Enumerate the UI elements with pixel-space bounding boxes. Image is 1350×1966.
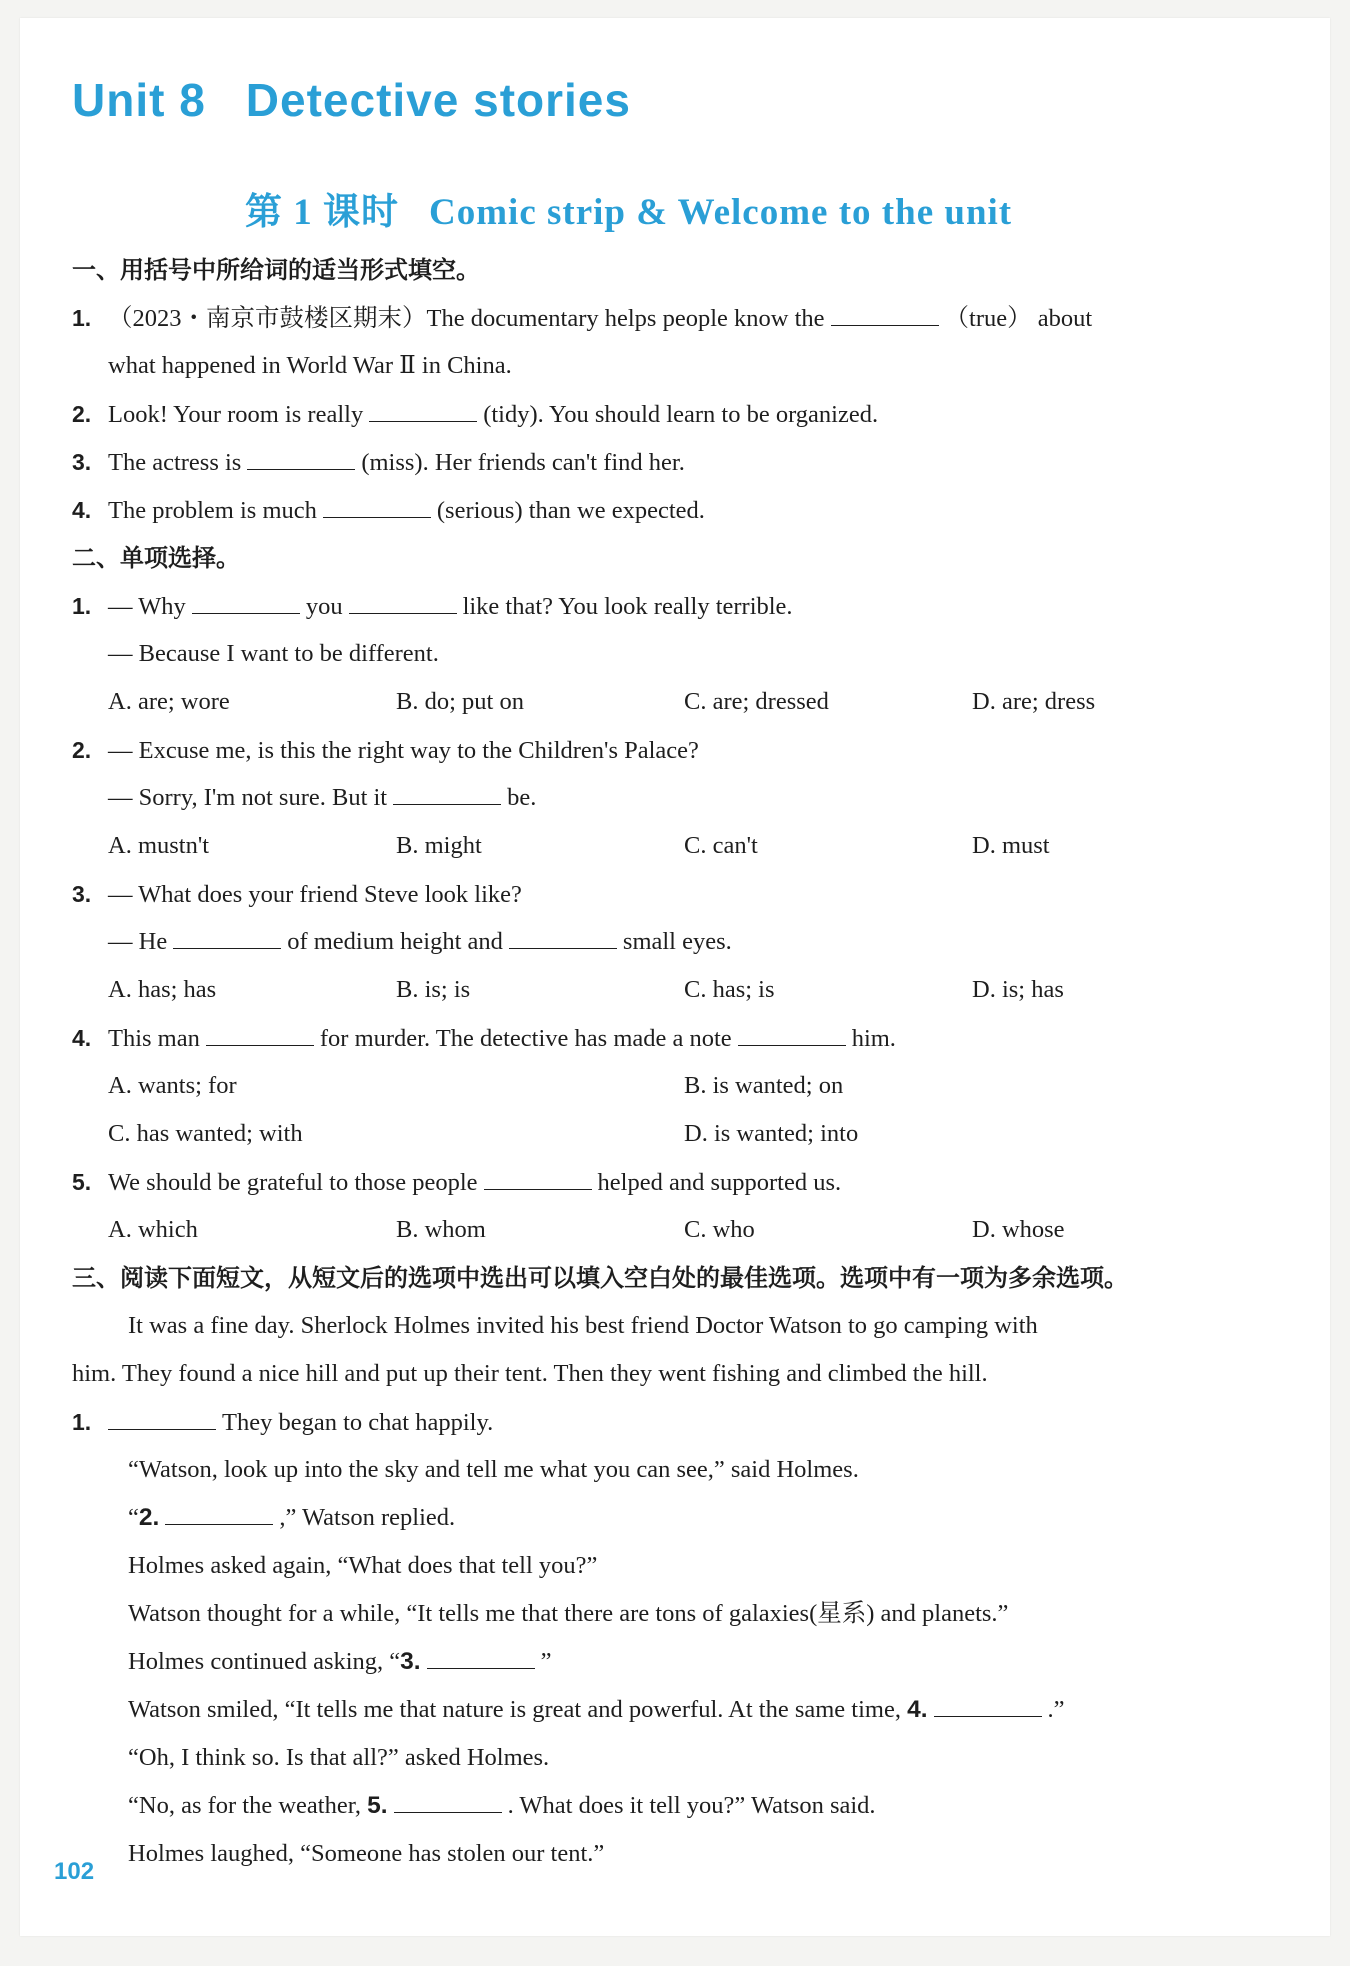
question-number: 2. (72, 401, 92, 427)
answer-blank[interactable] (934, 1696, 1042, 1717)
answer-blank[interactable] (393, 784, 501, 805)
s2-question-2 (72, 726, 1292, 774)
s1-question-1-cont (72, 342, 1292, 390)
passage-line: Holmes asked again, “What does that tell you?” (128, 1552, 598, 1579)
answer-blank[interactable] (484, 1169, 592, 1190)
s2-question-4 (72, 1014, 1292, 1062)
question-number: 3. (72, 881, 92, 907)
option-d[interactable]: D. must (972, 832, 1050, 859)
option-b[interactable]: B. is; is (396, 976, 471, 1003)
question-number: 3. (72, 449, 92, 475)
unit-title (72, 73, 631, 127)
s2-question-3-options (72, 966, 1292, 1014)
question-text: (tidy). You should learn to be organized. (483, 401, 879, 428)
blank-number: 5. (367, 1792, 388, 1819)
lesson-title (245, 181, 1012, 235)
passage-line: Watson thought for a while, “It tells me that there are tons of galaxies(星系) and planets.” (128, 1600, 1009, 1627)
question-text: （2023・南京市鼓楼区期末）The documentary helps people know the (108, 305, 825, 332)
question-text: This man (108, 1025, 200, 1052)
option-c[interactable]: C. has wanted; with (108, 1120, 303, 1147)
answer-blank[interactable] (173, 928, 281, 949)
passage-line: him. They found a nice hill and put up their tent. Then they went fishing and climbed the hill. (72, 1360, 988, 1387)
answer-blank[interactable] (369, 401, 477, 422)
exercise-content (72, 246, 1292, 1878)
section2-heading: 二、单项选择。 (72, 544, 240, 572)
question-text: (miss). Her friends can't find her. (361, 449, 685, 476)
option-a[interactable]: A. mustn't (108, 832, 210, 859)
option-a[interactable]: A. wants; for (108, 1072, 237, 1099)
question-text: for murder. The detective has made a note (319, 1025, 732, 1052)
question-text: helped and supported us. (597, 1169, 842, 1196)
question-text: （true） about (944, 305, 1093, 332)
question-text: be. (507, 784, 537, 811)
question-text: — Excuse me, is this the right way to the Children's Palace? (108, 737, 699, 764)
question-text: — Because I want to be different. (108, 640, 439, 667)
passage-line: “Oh, I think so. Is that all?” asked Holmes. (128, 1744, 550, 1771)
option-c[interactable]: C. has; is (684, 976, 775, 1003)
s1-question-1 (72, 294, 1292, 342)
question-text: you (305, 593, 343, 620)
passage-text: They began to chat happily. (222, 1409, 494, 1436)
question-number: 2. (72, 737, 92, 763)
question-text: — What does your friend Steve look like? (108, 881, 522, 908)
option-c[interactable]: C. who (684, 1216, 755, 1243)
s2-question-2-reply (72, 774, 1292, 822)
s1-question-3 (72, 438, 1292, 486)
passage-blank-3 (72, 1638, 1292, 1686)
question-text: — He (108, 928, 168, 955)
question-number: 4. (72, 497, 92, 523)
passage-blank-1 (72, 1398, 1292, 1446)
option-a[interactable]: A. which (108, 1216, 198, 1243)
option-b[interactable]: B. do; put on (396, 688, 524, 715)
s2-question-5 (72, 1158, 1292, 1206)
question-text: small eyes. (622, 928, 732, 955)
passage-text: ,” Watson replied. (279, 1504, 456, 1531)
question-text: — Sorry, I'm not sure. But it (108, 784, 388, 811)
question-text: Look! Your room is really (108, 401, 364, 428)
option-c[interactable]: C. can't (684, 832, 758, 859)
option-d[interactable]: D. are; dress (972, 688, 1096, 715)
passage-text: Watson smiled, “It tells me that nature is great and powerful. At the same time, (128, 1696, 901, 1723)
question-text: like that? You look really terrible. (462, 593, 793, 620)
option-d[interactable]: D. whose (972, 1216, 1065, 1243)
blank-number: 3. (400, 1648, 421, 1675)
blank-number: 4. (907, 1696, 928, 1723)
option-c[interactable]: C. are; dressed (684, 688, 829, 715)
question-text: of medium height and (287, 928, 503, 955)
s2-question-1-reply (72, 630, 1292, 678)
s1-question-2 (72, 390, 1292, 438)
answer-blank[interactable] (349, 593, 457, 614)
passage-text: .” (1047, 1696, 1065, 1723)
question-text: what happened in World War Ⅱ in China. (108, 352, 512, 379)
answer-blank[interactable] (394, 1792, 502, 1813)
answer-blank[interactable] (831, 305, 939, 326)
s2-question-1 (72, 582, 1292, 630)
s2-question-3-reply (72, 918, 1292, 966)
unit-name: Detective stories (245, 74, 631, 126)
answer-blank[interactable] (192, 593, 300, 614)
question-text: The problem is much (108, 497, 317, 524)
answer-blank[interactable] (165, 1504, 273, 1525)
question-text: — Why (108, 593, 186, 620)
worksheet-page (20, 18, 1330, 1936)
answer-blank[interactable] (108, 1409, 216, 1430)
question-number: 5. (72, 1169, 92, 1195)
s1-question-4 (72, 486, 1292, 534)
s2-question-1-options (72, 678, 1292, 726)
option-a[interactable]: A. are; wore (108, 688, 230, 715)
s2-question-5-options (72, 1206, 1292, 1254)
answer-blank[interactable] (738, 1025, 846, 1046)
unit-number: Unit 8 (72, 74, 206, 126)
blank-number: 2. (138, 1504, 160, 1531)
option-d[interactable]: D. is wanted; into (684, 1120, 859, 1147)
passage-line: It was a fine day. Sherlock Holmes invited his best friend Doctor Watson to go camping with (128, 1312, 1038, 1339)
option-b[interactable]: B. is wanted; on (684, 1072, 844, 1099)
section3-heading: 三、阅读下面短文，从短文后的选项中选出可以填入空白处的最佳选项。选项中有一项为多余选项。 (72, 1264, 1128, 1292)
lesson-name: Comic strip & Welcome to the unit (429, 192, 1013, 233)
option-b[interactable]: B. whom (396, 1216, 486, 1243)
passage-blank-5 (72, 1782, 1292, 1830)
section1-heading: 一、用括号中所给词的适当形式填空。 (72, 256, 480, 284)
answer-blank[interactable] (206, 1025, 314, 1046)
s2-question-4-options-row2 (72, 1110, 1292, 1158)
passage-blank-4 (72, 1686, 1292, 1734)
passage-text: Holmes continued asking, “ (128, 1648, 401, 1675)
passage-text: ” (540, 1648, 552, 1675)
passage-text: . What does it tell you?” Watson said. (507, 1792, 876, 1819)
answer-blank[interactable] (427, 1648, 535, 1669)
blank-number: 1. (72, 1409, 92, 1435)
option-a[interactable]: A. has; has (108, 976, 217, 1003)
answer-blank[interactable] (247, 449, 355, 470)
question-text: (serious) than we expected. (436, 497, 705, 524)
lesson-prefix: 第 1 课时 (245, 192, 399, 233)
question-text: The actress is (108, 449, 242, 476)
answer-blank[interactable] (323, 497, 431, 518)
s2-question-4-options-row1 (72, 1062, 1292, 1110)
passage-text: “No, as for the weather, (128, 1792, 362, 1819)
option-d[interactable]: D. is; has (972, 976, 1064, 1003)
option-b[interactable]: B. might (396, 832, 482, 859)
question-number: 4. (72, 1025, 92, 1051)
s2-question-2-options (72, 822, 1292, 870)
question-text: him. (851, 1025, 896, 1052)
s2-question-3 (72, 870, 1292, 918)
passage-text: “ (128, 1504, 139, 1531)
passage-line: “Watson, look up into the sky and tell me what you can see,” said Holmes. (128, 1456, 859, 1483)
question-number: 1. (72, 305, 92, 331)
question-number: 1. (72, 593, 92, 619)
passage-blank-2 (72, 1494, 1292, 1542)
page-number: 102 (54, 1858, 95, 1885)
answer-blank[interactable] (509, 928, 617, 949)
passage-line: Holmes laughed, “Someone has stolen our tent.” (128, 1840, 605, 1867)
question-text: We should be grateful to those people (108, 1169, 478, 1196)
